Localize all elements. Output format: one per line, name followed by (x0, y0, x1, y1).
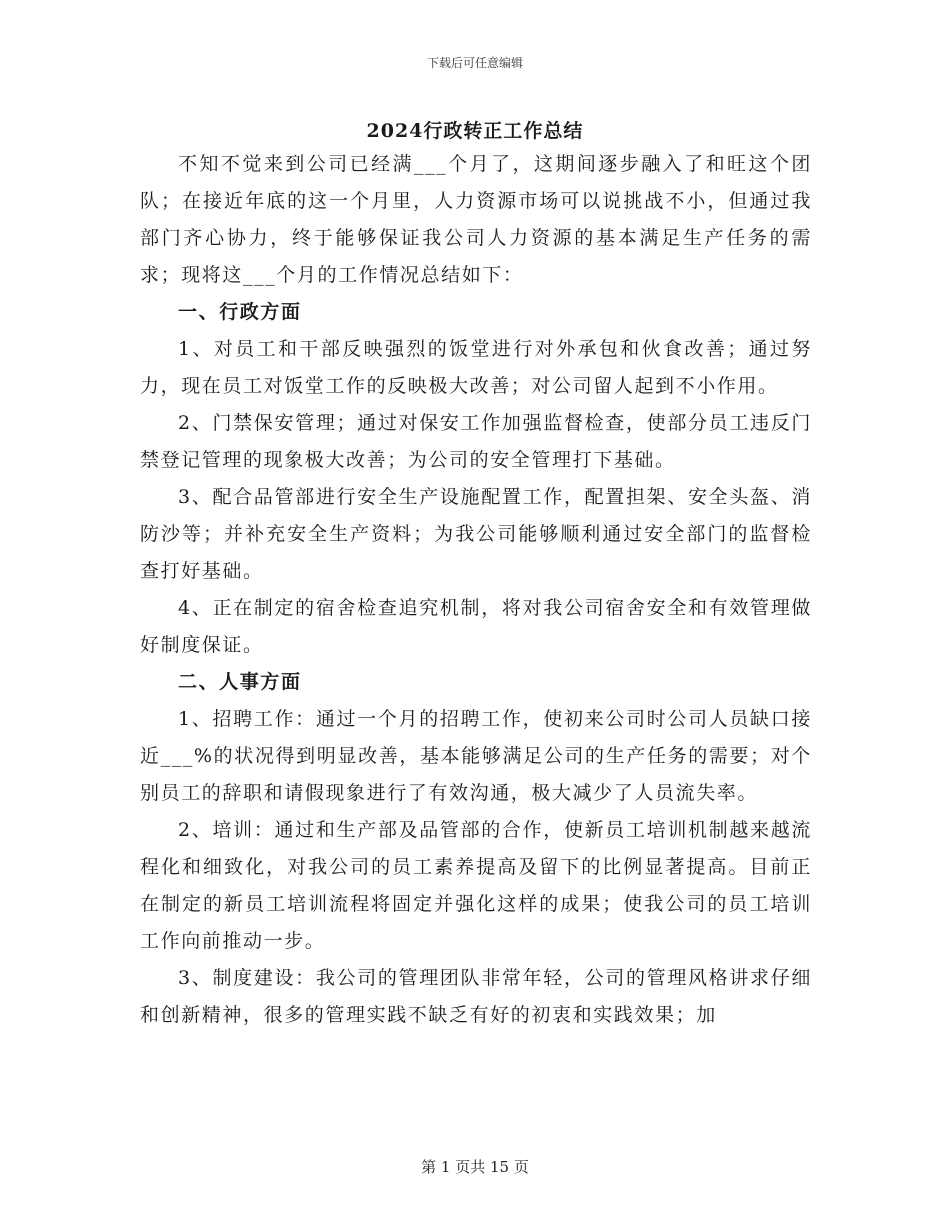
hr-item-1: 1、招聘工作：通过一个月的招聘工作，使初来公司时公司人员缺口接近___%的状况得到明显改善，基本能够满足公司的生产任务的需要；对个别员工的辞职和请假现象进行了有效沟通，极大减少了人员流失率。 (140, 708, 812, 804)
hr-item-3: 3、制度建设：我公司的管理团队非常年轻，公司的管理风格讲求仔细和创新精神，很多的管理实践不缺乏有好的初衷和实践效果；加 (140, 967, 812, 1026)
page-footer: 第 1 页共 15 页 (421, 1158, 529, 1176)
admin-item-4: 4、正在制定的宿舍检查追究机制，将对我公司宿舍安全和有效管理做好制度保证。 (140, 597, 812, 656)
admin-item-1: 1、对员工和干部反映强烈的饭堂进行对外承包和伙食改善；通过努力，现在员工对饭堂工作的反映极大改善；对公司留人起到不小作用。 (140, 338, 812, 397)
section-heading-hr: 二、人事方面 (178, 671, 302, 693)
header-note: 下载后可任意编辑 (426, 56, 523, 70)
hr-item-2: 2、培训：通过和生产部及品管部的合作，使新员工培训机制越来越流程化和细致化，对我公司的员工素养提高及留下的比例显著提高。目前正在制定的新员工培训流程将固定并强化这样的成果；使我公司的员工培训工作向前推动一步。 (140, 819, 812, 952)
section-heading-admin: 一、行政方面 (178, 301, 302, 323)
document-title: 2024行政转正工作总结 (366, 120, 584, 142)
document-body (140, 146, 812, 1034)
intro-paragraph: 不知不觉来到公司已经满___个月了，这期间逐步融入了和旺这个团队；在接近年底的这一个月里，人力资源市场可以说挑战不小，但通过我部门齐心协力，终于能够保证我公司人力资源的基本满足生产任务的需求；现将这___个月的工作情况总结如下： (140, 153, 812, 286)
admin-item-2: 2、门禁保安管理；通过对保安工作加强监督检查，使部分员工违反门禁登记管理的现象极大改善；为公司的安全管理打下基础。 (140, 412, 812, 471)
admin-item-3: 3、配合品管部进行安全生产设施配置工作，配置担架、安全头盔、消防沙等；并补充安全生产资料；为我公司能够顺利通过安全部门的监督检查打好基础。 (140, 486, 812, 582)
